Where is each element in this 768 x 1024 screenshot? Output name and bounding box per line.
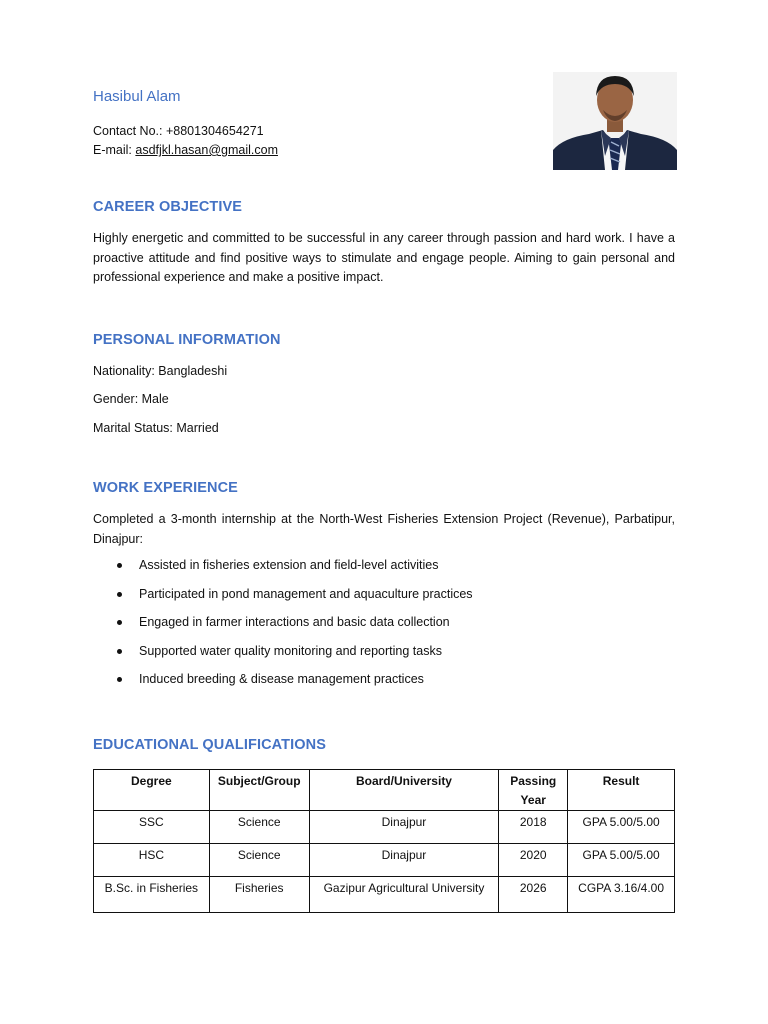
degree-cell: HSC	[94, 844, 210, 877]
profile-photo	[553, 72, 677, 170]
result-cell: GPA 5.00/5.00	[568, 844, 675, 877]
work-experience-list	[113, 558, 673, 701]
career-objective-heading: CAREER OBJECTIVE	[93, 199, 243, 215]
subject-cell: Fisheries	[209, 877, 309, 913]
work-experience-heading: WORK EXPERIENCE	[93, 480, 238, 496]
career-objective-text: Highly energetic and committed to be successful in any career through passion and hard work. I have a proactive attitude and find positive ways to stimulate and engage people. Aiming to gain personal and professional experience and make a positive impact.	[93, 231, 675, 284]
header-degree: Degree	[94, 770, 210, 811]
subject-cell: Science	[209, 811, 309, 844]
board-cell: Dinajpur	[309, 844, 499, 877]
table-row	[94, 877, 675, 913]
year-cell: 2018	[499, 811, 568, 844]
degree-cell: B.Sc. in Fisheries	[94, 877, 210, 913]
education-heading: EDUCATIONAL QUALIFICATIONS	[93, 737, 326, 753]
header-board: Board/University	[309, 770, 499, 811]
gender: Gender: Male	[93, 392, 169, 406]
work-experience-intro: Completed a 3-month internship at the North-West Fisheries Extension Project (Revenue), Parbatipur, Dinajpur:	[93, 512, 675, 546]
degree-cell: SSC	[94, 811, 210, 844]
year-cell: 2020	[499, 844, 568, 877]
list-item: Assisted in fisheries extension and field-level activities	[113, 558, 673, 587]
candidate-name: Hasibul Alam	[93, 88, 181, 105]
marital-status: Marital Status: Married	[93, 421, 219, 435]
email-label: E-mail:	[93, 143, 136, 157]
subject-cell: Science	[209, 844, 309, 877]
list-item: Induced breeding & disease management practices	[113, 672, 673, 701]
header-subject: Subject/Group	[209, 770, 309, 811]
list-item: Supported water quality monitoring and reporting tasks	[113, 644, 673, 673]
header-result: Result	[568, 770, 675, 811]
table-header-row	[94, 770, 675, 811]
email-line	[93, 141, 278, 160]
email-link[interactable]: asdfjkl.hasan@gmail.com	[135, 143, 278, 157]
list-item: Participated in pond management and aquaculture practices	[113, 587, 673, 616]
table-row	[94, 811, 675, 844]
personal-information-heading: PERSONAL INFORMATION	[93, 332, 281, 348]
education-table	[93, 769, 675, 913]
profile-photo-illustration	[553, 72, 677, 170]
list-item: Engaged in farmer interactions and basic data collection	[113, 615, 673, 644]
header-passing-year: Passing Year	[499, 770, 568, 811]
board-cell: Gazipur Agricultural University	[309, 877, 499, 913]
table-row	[94, 844, 675, 877]
result-cell: GPA 5.00/5.00	[568, 811, 675, 844]
board-cell: Dinajpur	[309, 811, 499, 844]
nationality: Nationality: Bangladeshi	[93, 364, 228, 378]
result-cell: CGPA 3.16/4.00	[568, 877, 675, 913]
contact-block	[93, 122, 278, 160]
contact-number: Contact No.: +8801304654271	[93, 124, 264, 138]
year-cell: 2026	[499, 877, 568, 913]
